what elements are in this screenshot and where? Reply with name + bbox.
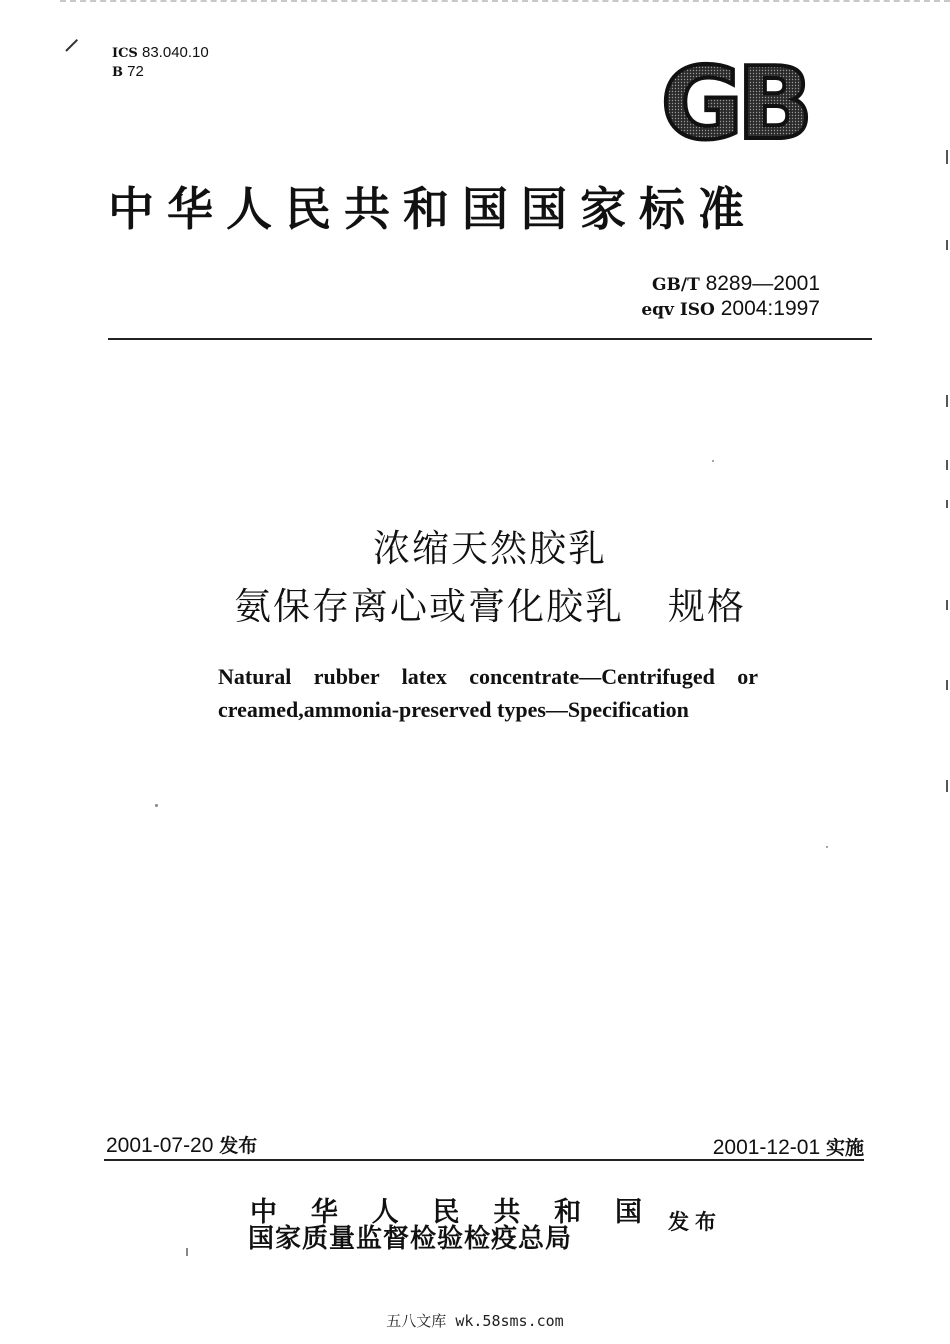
equivalence-prefix: eqv ISO (641, 300, 715, 320)
issue-date: 2001-07-20 (106, 1134, 214, 1157)
publisher-char: 中 (250, 1197, 277, 1228)
ics-line (112, 44, 209, 63)
scan-edge-mark (946, 150, 948, 164)
ics-code: 83.040.10 (142, 44, 209, 61)
issue-date-label: 发布 (219, 1135, 258, 1157)
publisher-char: 共 (493, 1197, 521, 1228)
ccs-line (112, 63, 209, 82)
scan-speck (155, 804, 158, 807)
publisher-char: 国 (614, 1197, 642, 1228)
effective-date-block (713, 1133, 864, 1160)
effective-date: 2001-12-01 (712, 1136, 821, 1159)
standard-code-number: 8289—2001 (705, 272, 820, 295)
publisher-char: 人 (371, 1197, 399, 1228)
ccs-label: B (112, 65, 123, 80)
publisher-char: 和 (554, 1197, 582, 1228)
national-standard-title: 中华人民共和国国家标准 (108, 182, 757, 236)
ccs-code: 72 (127, 63, 144, 80)
classification-block (112, 44, 209, 82)
scan-edge-mark (946, 680, 948, 690)
standard-codes (641, 272, 820, 322)
header-rule (108, 338, 872, 340)
gb-logo-text: GB (660, 60, 808, 150)
equivalence-number: 2004:1997 (720, 297, 820, 320)
gb-logo (650, 60, 818, 150)
scan-edge-mark (946, 600, 948, 610)
scan-edge-mark (946, 240, 948, 250)
equivalence-line (641, 297, 820, 322)
watermark-footer: 五八文库 wk.58sms.com (386, 1312, 564, 1330)
title-zh-line2 (0, 576, 950, 630)
publisher-issue-word: 发布 (668, 1209, 722, 1234)
title-zh-line2-main: 氨保存离心或膏化胶乳 (234, 585, 624, 628)
footer-rule (104, 1159, 864, 1161)
scan-speck (826, 846, 828, 848)
effective-date-label: 实施 (825, 1137, 864, 1159)
ics-label: ICS (112, 46, 138, 61)
publisher-char: 华 (310, 1197, 338, 1228)
scan-top-edge (60, 0, 950, 2)
standard-code-line (641, 272, 820, 297)
title-zh-line2-spec: 规格 (668, 585, 746, 628)
scan-edge-mark (946, 780, 948, 792)
scan-edge-mark (946, 500, 948, 508)
issue-date-block (106, 1131, 257, 1158)
scan-edge-mark (946, 460, 948, 470)
title-zh-line1: 浓缩天然胶乳 (373, 527, 607, 570)
scan-speck (186, 1248, 188, 1256)
scan-speck (712, 460, 714, 462)
title-en: Natural rubber latex concentrate—Centrifuged or creamed,ammonia-preserved types—Specification (218, 664, 758, 722)
publisher-line2: 国家质量监督检验检疫总局 (248, 1224, 573, 1254)
standard-code-prefix: GB/T (651, 275, 700, 295)
scan-mark (65, 39, 78, 52)
scan-edge-mark (946, 395, 948, 407)
publisher-char: 民 (432, 1197, 460, 1228)
